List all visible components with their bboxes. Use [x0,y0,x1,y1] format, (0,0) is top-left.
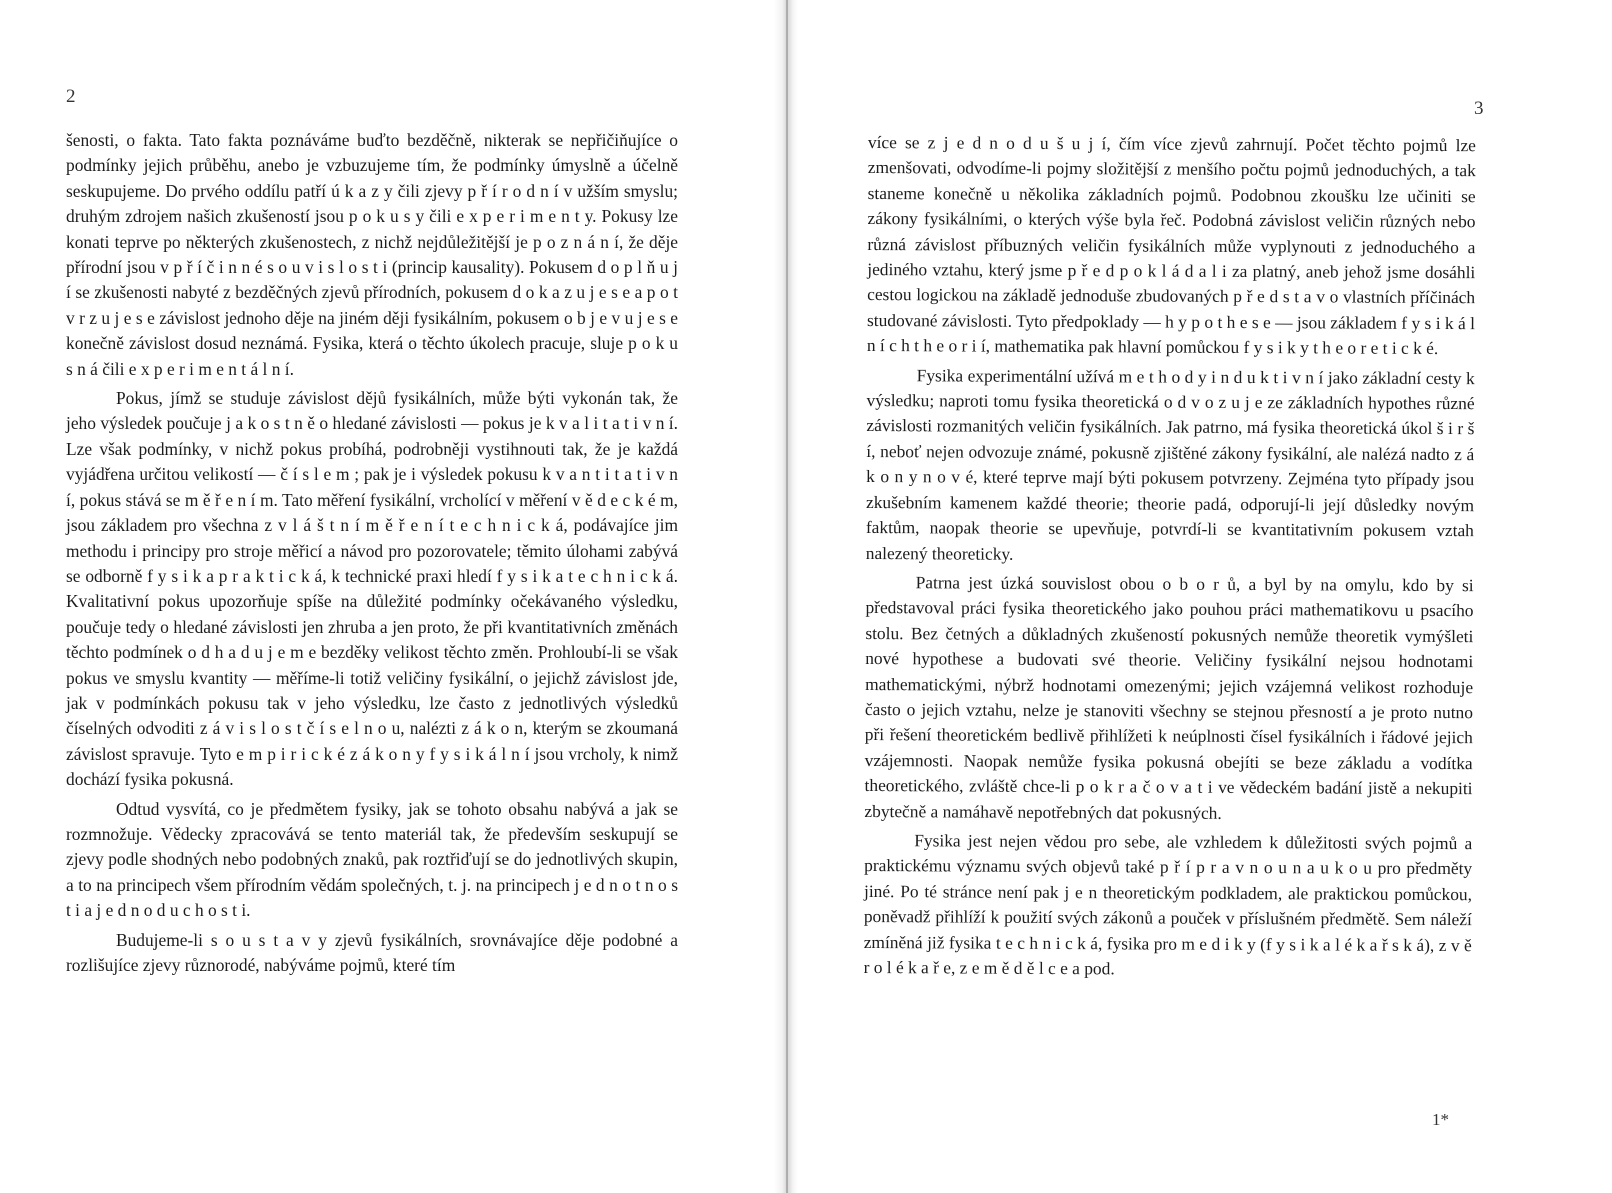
page-number-right: 3 [1474,98,1484,119]
left-page [0,0,790,1193]
signature-mark: 1* [1432,1110,1449,1129]
paragraph: Fysika jest nejen vědou pro sebe, ale vzhledem k důležitosti svých pojmů a praktickému významu svých objevů také p ř í p r a v n o u n a u k o u pro předměty jiné. Po té stránce není pak j e n theoretickým podkladem, ale praktickou pomůckou, poněvadž přihlíží k použití svých zákonů a pouček v příslušném předmětě. Sem náleží zmíněná již fysika t e c h n i c k á, fysika pro m e d i k y (f y s i k a l é k a ř s k á), z v ě r o l é k a ř e, z e m ě d ě l c e a pod. [863,830,1473,979]
paragraph: Budujeme-li s o u s t a v y zjevů fysikálních, srovnávajíce děje podobné a rozlišujíce zjevy různorodé, nabýváme pojmů, které tím [66,929,678,975]
paragraph: více se z j e d n o d u š u j í, čím více zjevů zahrnují. Počet těchto pojmů lze zmenšovati, odvodíme-li pojmy složitější z menšího počtu pojmů jednoduchých, a tak staneme konečně u několika základních pojmů. Podobnou zkoušku lze učiniti se zákony fysikálními, o kterých výše byla řeč. Podobná závislost veličin různých nebo různá závislost příbuzných veličin fysikálních může vyplynouti z jednoduchého a jediného vztahu, který jsme p ř e d p o k l á d a l i za platný, aneb jehož jsme dosáhli cestou logickou na základě jednoduše zbudovaných p ř e d s t a v o vlastních příčinách studované závislosti. Tyto předpoklady — h y p o t h e s e — jsou základem f y s i k á l n í c h t h e o r i í, mathematika pak hlavní pomůckou f y s i k y t h e o r e t i c k é. [866,131,1476,359]
gutter-line [786,0,788,1193]
page-number-left: 2 [66,86,76,107]
right-page-text [864,130,1476,984]
paragraph: Pokus, jímž se studuje závislost dějů fysikálních, může býti vykonán tak, že jeho výsledek poučuje j a k o s t n ě o hledané závislosti — pokus je k v a l i t a t i v n í. Lze však podmínky, v nichž pokus probíhá, podrobněji vystihnouti tak, že je každá vyjádřena určitou velikostí — č í s l e m ; pak je i výsledek pokusu k v a n t i t a t i v n í, pokus stává se m ě ř e n í m. Tato měření fysikální, vrcholící v měření v ě d e c k é m, jsou základem pro všechna z v l á š t n í m ě ř e n í t e c h n i c k á, podávajíce jim methodu i principy pro stroje měřicí a návod pro pozorovatele; těmito úlohami zabývá se odborně f y s i k a p r a k t i c k á, k technické praxi hledí f y s i k a t e c h n i c k á. Kvalitativní pokus upozorňuje spíše na důležité podmínky očekávaného výsledku, poučuje tedy o hledané závislosti jen zhruba a jen proto, že při kvantitativních změnách těchto podmínek o d h a d u j e m e bezděky velikost těchto změn. Prohloubí-li se však pokus ve smyslu kvantity — měříme-li totiž veličiny fysikální, o jejichž závislost jde, jak v podmínkách pokusu tak v jeho výsledku, lze často z jednotlivých výsledků číselných odvoditi z á v i s l o s t č í s e l n o u, nalézti z á k o n, kterým se zkoumaná závislost spravuje. Tyto e m p i r i c k é z á k o n y f y s i k á l n í jsou vrcholy, k nimž dochází fysika pokusná. [66,388,678,790]
paragraph: Patrna jest úzká souvislost obou o b o r ů, a byl by na omylu, kdo by si představoval práci fysika theoretického jako pouhou práci mathematikovu u psacího stolu. Bez četných a důkladných zkušeností pokusných nemůže theoretik vymýšleti nové hypothese a budovati své theorie. Veličiny fysikální nejsou hodnotami mathematickými, nýbrž hodnotami omezenými; jejich vzájemná velikost rozhoduje často o jejich vztahu, nelze je stanoviti všechny se stejnou přesností a je proto nutno při řešení theoretickém bedlivě přihlížeti k neúplnosti čísel fysikálních i řádové jejich vzájemnosti. Naopak nemůže fysika pokusná obejíti se beze základu a vodítka theoretického, zvláště chce-li p o k r a č o v a t i ve vědeckém badání jistě a nekupiti zbytečně a namáhavě nepotřebných dat pokusných. [864,572,1474,823]
paragraph: Odtud vysvítá, co je předmětem fysiky, jak se tohoto obsahu nabývá a jak se rozmnožuje. Vědecky zpracovává se tento materiál tak, že především seskupují se zjevy podle shodných nebo podobných znaků, pak roztřiďují se do jednotlivých skupin, a to na principech všem přírodním vědám společných, t. j. na principech j e d n o t n o s t i a j e d n o d u c h o s t i. [66,798,678,921]
paragraph: Fysika experimentální užívá m e t h o d y i n d u k t i v n í jako základní cesty k výsledku; naproti tomu fysika theoretická o d v o z u j e ze základních hypothes různé závislosti rozmanitých veličin fysikálních. Jak patrno, má fysika theoretická úkol š i r š í, neboť nejen odvozuje známé, pokusně zjištěné zákony fysikální, ale nalézá nadto z á k o n y n o v é, které teprve mají býti pokusem potvrzeny. Zejména tyto případy jsou zkušebním kamenem každé theorie; theorie padá, odporují-li její důsledky novým faktům, naopak theorie se upevňuje, potvrdí-li se kvantitativním pokusem vztah nalezený theoreticky. [865,364,1475,564]
paragraph: šenosti, o fakta. Tato fakta poznáváme buďto bezděčně, nikterak se nepřičiňujíce o podmínky jejich průběhu, anebo je vzbuzujeme tím, že podmínky úmyslně a účelně seskupujeme. Do prvého oddílu patří ú k a z y čili zjevy p ř í r o d n í v užším smyslu; druhým zdrojem našich zkušeností jsou p o k u s y čili e x p e r i m e n t y. Pokusy lze konati teprve po některých zkušenostech, z nichž nejdůležitější je p o z n á n í, že děje přírodní jsou v p ř í č i n n é s o u v i s l o s t i (princip kausality). Pokusem d o p l ň u j í se zkušenosti nabyté z bezděčných zjevů přírodních, pokusem d o k a z u j e s e a p o t v r z u j e s e závislost jednoho děje na jiném ději fysikálním, pokusem o b j e v u j e s e konečně závislost dosud neznámá. Fysika, která o těchto úkolech pracuje, sluje p o k u s n á čili e x p e r i m e n t á l n í. [66,130,678,379]
left-page-text [66,128,678,978]
